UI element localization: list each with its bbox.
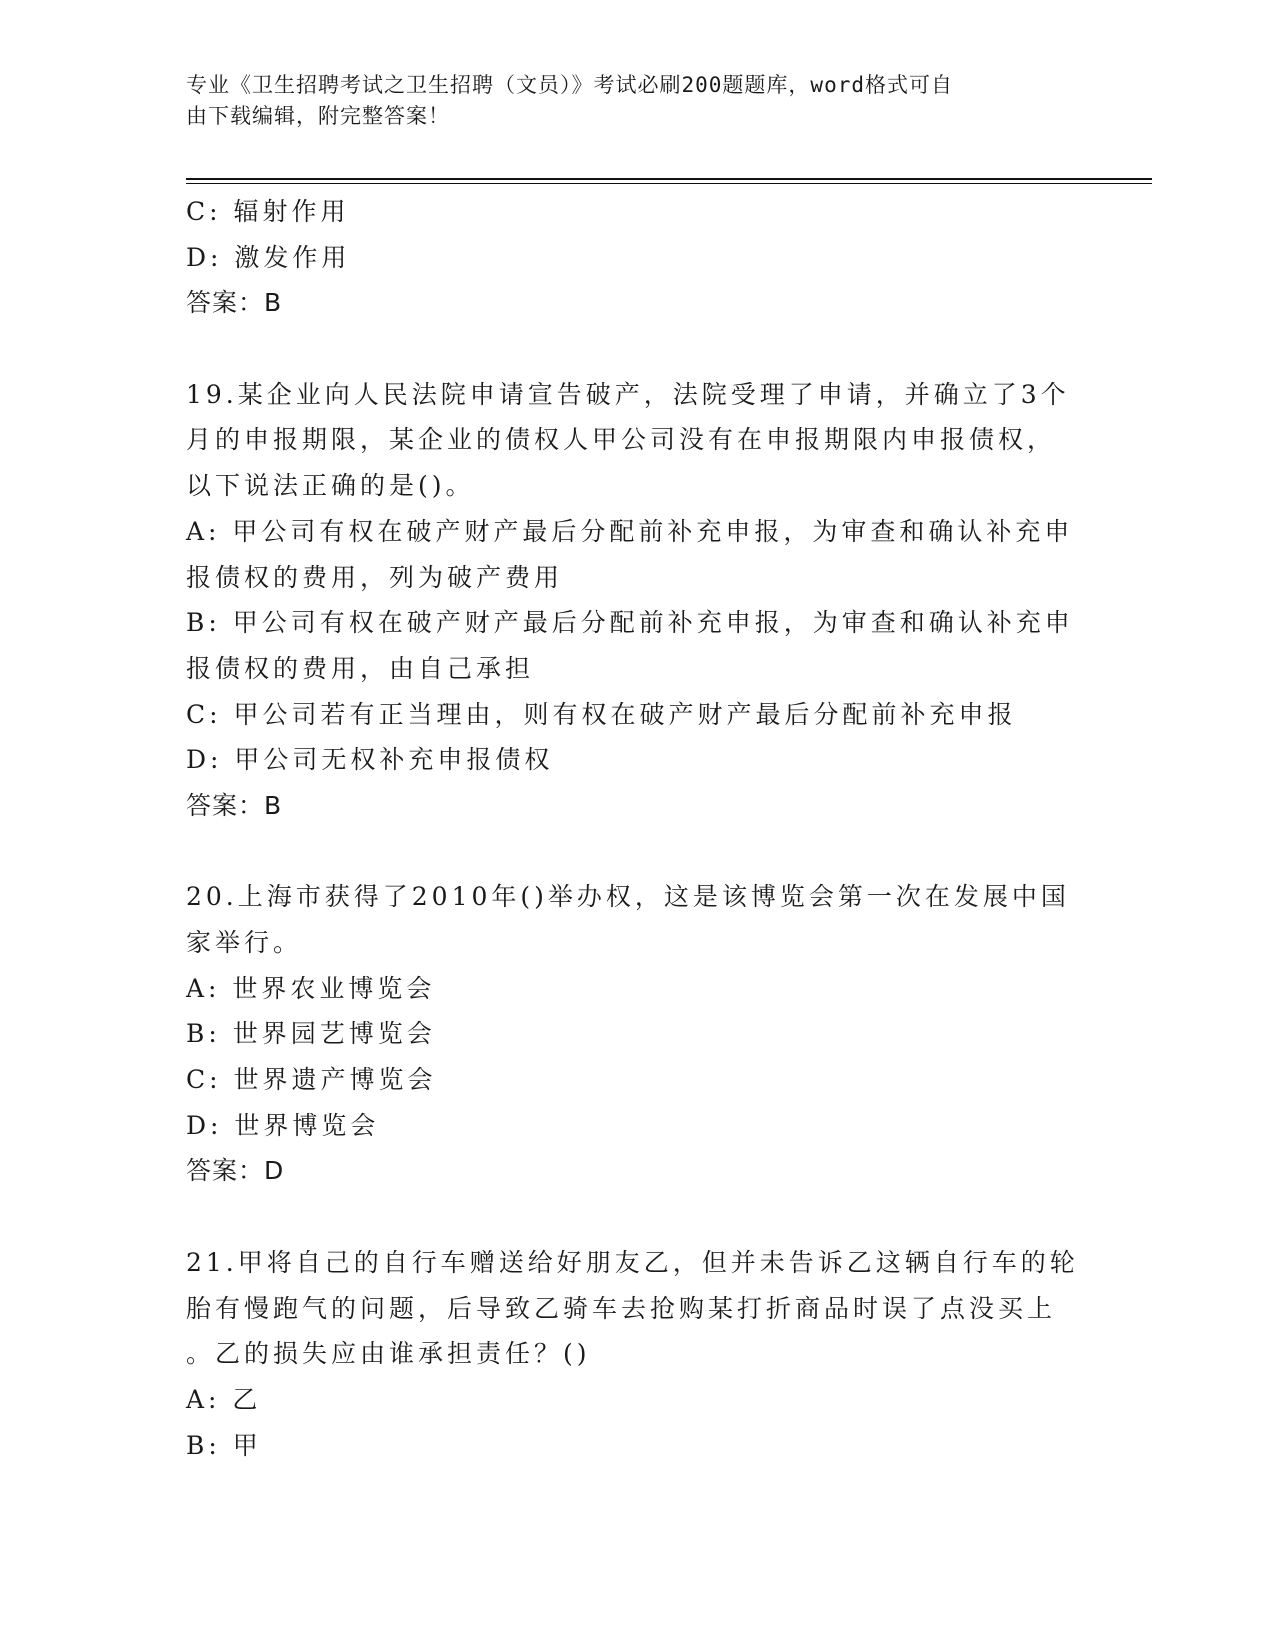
- option-a: A: 甲公司有权在破产财产最后分配前补充申报，为审查和确认补充申: [186, 516, 1074, 546]
- spacer: [186, 829, 1086, 875]
- question-18-tail: [186, 189, 1086, 326]
- option-c: C: 辐射作用: [186, 197, 350, 226]
- document-body: [186, 189, 1086, 1468]
- question-stem-line: 月的申报期限，某企业的债权人甲公司没有在申报期限内申报债权，: [186, 425, 1057, 455]
- option-b: B: 世界园艺博览会: [186, 1019, 436, 1049]
- option-a-continued: 报债权的费用，列为破产费用: [186, 562, 564, 592]
- question-stem-line: 。乙的损失应由谁承担责任？(): [186, 1339, 591, 1369]
- question-stem-line: 家举行。: [186, 928, 303, 957]
- header-rule-thick: [186, 178, 1152, 180]
- header-line-2: 由下载编辑，附完整答案！: [186, 104, 450, 128]
- question-stem-line: 21.甲将自己的自行车赠送给好朋友乙，但并未告诉乙这辆自行车的轮: [186, 1247, 1079, 1277]
- answer-line: 答案：B: [186, 288, 283, 318]
- question-stem-line: 20.上海市获得了2010年()举办权，这是该博览会第一次在发展中国: [186, 882, 1070, 912]
- question-stem-line: 以下说法正确的是()。: [186, 471, 475, 501]
- option-c: C: 世界遗产博览会: [186, 1065, 437, 1095]
- question-stem-line: 19.某企业向人民法院申请宣告破产，法院受理了申请，并确立了3个: [186, 379, 1070, 409]
- option-d: D: 激发作用: [186, 242, 351, 272]
- spacer: [186, 326, 1086, 372]
- option-d: D: 世界博览会: [186, 1110, 380, 1140]
- answer-line: 答案：B: [186, 790, 283, 820]
- option-b: B: 甲公司有权在破产财产最后分配前补充申报，为审查和确认补充申: [186, 608, 1074, 638]
- option-b: B: 甲: [186, 1430, 262, 1460]
- option-a: A: 世界农业博览会: [186, 973, 436, 1003]
- option-a: A: 乙: [186, 1384, 262, 1414]
- header-rule-thin: [186, 183, 1152, 184]
- question-20: [186, 874, 1086, 1194]
- option-b-continued: 报债权的费用，由自己承担: [186, 653, 535, 683]
- option-c: C: 甲公司若有正当理由，则有权在破产财产最后分配前补充申报: [186, 699, 1017, 729]
- spacer: [186, 1194, 1086, 1240]
- answer-line: 答案：D: [186, 1156, 285, 1186]
- document-header: [186, 70, 1066, 132]
- question-19: [186, 372, 1086, 829]
- question-21: [186, 1240, 1086, 1468]
- header-line-1: 专业《卫生招聘考试之卫生招聘（文员）》考试必刷200题题库，word格式可自: [186, 73, 953, 97]
- question-stem-line: 胎有慢跑气的问题，后导致乙骑车去抢购某打折商品时误了点没买上: [186, 1293, 1057, 1323]
- option-d: D: 甲公司无权补充申报债权: [186, 745, 554, 775]
